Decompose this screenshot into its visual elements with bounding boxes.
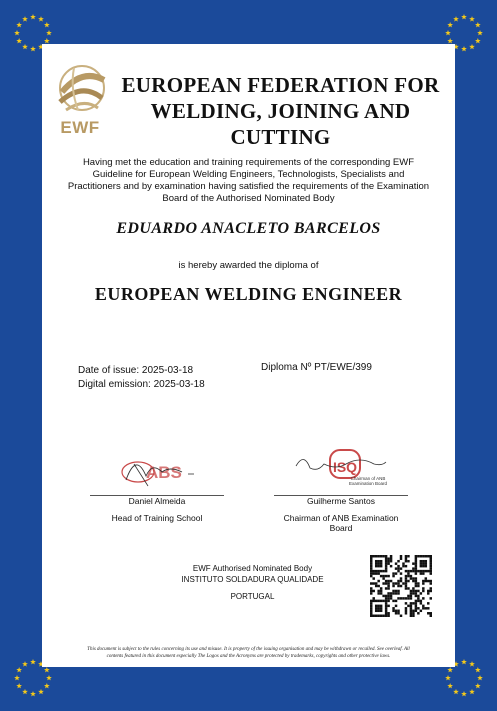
star-icon (477, 675, 483, 680)
signer-name-left: Daniel Almeida (128, 496, 186, 506)
star-icon (30, 46, 36, 51)
institute-name: INSTITUTO SOLDADURA QUALIDADE (181, 575, 324, 584)
country: PORTUGAL (230, 592, 275, 601)
signer-role-right: Chairman of ANB Examination Board (283, 513, 399, 533)
star-icon (44, 38, 50, 43)
star-icon (469, 44, 475, 49)
star-icon (461, 659, 467, 664)
star-icon (46, 675, 52, 680)
signature-left (90, 442, 224, 496)
stamp-text-abs: ABS (146, 463, 182, 482)
star-icon (453, 689, 459, 694)
star-icon (447, 683, 453, 688)
star-icon (461, 14, 467, 19)
abs-stamp-icon (90, 442, 224, 496)
star-icon (475, 22, 481, 27)
date-of-issue: Date of issue: 2025-03-18 (78, 365, 194, 376)
star-icon (453, 16, 459, 21)
star-icon (16, 38, 22, 43)
star-icon (14, 675, 20, 680)
star-icon (447, 38, 453, 43)
isq-stamp-icon (274, 442, 408, 496)
qr-code-icon[interactable] (370, 555, 432, 617)
awarded-text: is hereby awarded the diploma of (178, 260, 319, 271)
star-icon (16, 22, 22, 27)
signer-name-right: Guilherme Santos (306, 496, 376, 506)
star-icon (38, 16, 44, 21)
star-icon (22, 16, 28, 21)
globe-icon (52, 62, 108, 118)
federation-name (106, 72, 455, 150)
star-icon (44, 683, 50, 688)
star-icon (447, 667, 453, 672)
star-icon (30, 14, 36, 19)
star-icon (445, 30, 451, 35)
star-icon (16, 667, 22, 672)
diploma-number: Diploma Nº PT/EWE/399 (261, 362, 372, 373)
authorised-body-label: EWF Authorised Nominated Body (192, 564, 313, 573)
star-icon (30, 659, 36, 664)
star-icon (22, 689, 28, 694)
signature-right (274, 442, 408, 496)
digital-emission: Digital emission: 2025-03-18 (78, 379, 205, 390)
star-icon (16, 683, 22, 688)
star-icon (46, 30, 52, 35)
star-icon (469, 689, 475, 694)
star-icon (475, 667, 481, 672)
diploma-title: EUROPEAN WELDING ENGINEER (94, 284, 403, 304)
star-icon (445, 675, 451, 680)
star-icon (14, 30, 20, 35)
authorised-body-info (134, 563, 371, 602)
federation-name-line1: EUROPEAN FEDERATION FOR (121, 73, 440, 97)
star-icon (461, 46, 467, 51)
ewf-logo (52, 62, 108, 136)
stamp-text-isq: ISQ (332, 459, 358, 475)
star-icon (22, 44, 28, 49)
legal-footer: This document is subject to the rules concerning its use and misuse. It is property of the issuing organisation and may be withdrawn or recalled. See overleaf. All contents featured in this document especially The Logos and the Acronyms are protected by trademarks, copyrights and other protective laws. (87, 647, 410, 659)
star-icon (38, 689, 44, 694)
recipient-name: EDUARDO ANACLETO BARCELOS (116, 220, 381, 237)
star-icon (22, 661, 28, 666)
star-icon (475, 683, 481, 688)
federation-name-line2: WELDING, JOINING AND CUTTING (150, 99, 411, 149)
intro-text: Having met the education and training requirements of the corresponding EWF Guideline for European Welding Engineers, Technologists, Specialists and Practitioners and by examination having satisfied the requirements of the Examination Board of the Authorised Nominated Body (67, 157, 430, 204)
star-icon (477, 30, 483, 35)
star-icon (461, 691, 467, 696)
certificate-body (42, 44, 455, 667)
anb-small-caption: Chairman of ANB Examination Board (348, 476, 388, 486)
signer-role-left: Head of Training School (111, 513, 203, 523)
star-icon (447, 22, 453, 27)
star-icon (469, 661, 475, 666)
star-icon (44, 667, 50, 672)
star-icon (44, 22, 50, 27)
star-icon (30, 691, 36, 696)
star-icon (475, 38, 481, 43)
issue-dates (78, 364, 205, 392)
ewf-logo-text: EWF (60, 118, 100, 137)
star-icon (469, 16, 475, 21)
